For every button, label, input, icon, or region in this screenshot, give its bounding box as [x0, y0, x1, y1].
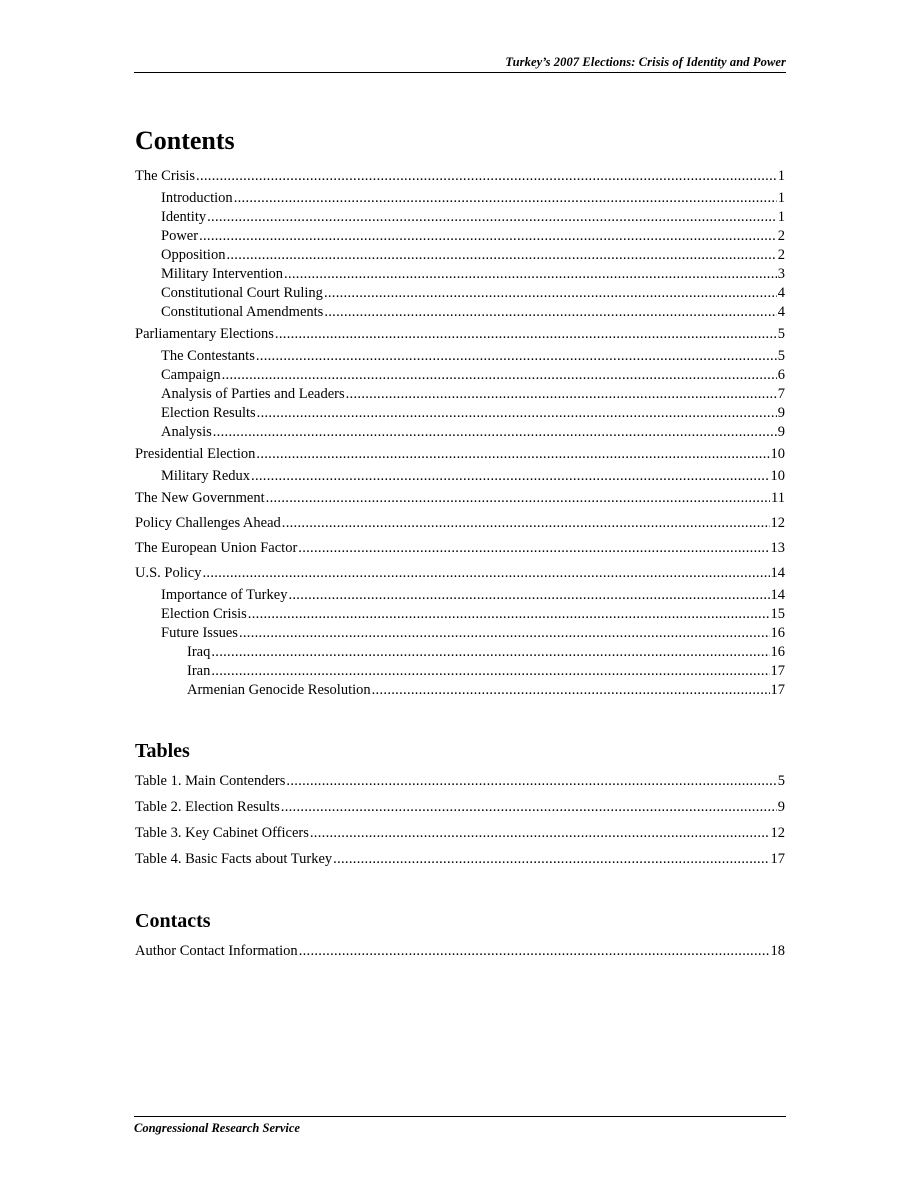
toc-entry[interactable]: Introduction ..... 1 — [135, 189, 785, 208]
toc-entry[interactable]: Analysis ..... 9 — [135, 423, 785, 442]
toc-entry[interactable]: Opposition ..... 2 — [135, 246, 785, 265]
toc-entry[interactable]: Parliamentary Elections ..... 5 — [135, 325, 785, 344]
toc-entry[interactable]: The Contestants ..... 5 — [135, 347, 785, 366]
contacts-list — [135, 942, 785, 961]
document-title: Turkey’s 2007 Elections: Crisis of Identity and Power — [505, 55, 786, 69]
toc-entry[interactable]: The New Government ..... 11 — [135, 489, 785, 508]
toc-entry[interactable]: Campaign ..... 6 — [135, 366, 785, 385]
toc-entry[interactable]: Iraq ..... 16 — [135, 643, 785, 662]
contents-heading: Contents — [135, 126, 235, 155]
toc-entry[interactable]: Power ..... 2 — [135, 227, 785, 246]
toc-entry[interactable]: Policy Challenges Ahead ..... 12 — [135, 514, 785, 533]
toc-entry[interactable]: The Crisis ..... 1 — [135, 167, 785, 186]
toc-entry[interactable]: Table 2. Election Results ..... 9 — [135, 798, 785, 817]
running-header — [134, 55, 786, 73]
toc-entry[interactable]: Constitutional Amendments ..... 4 — [135, 303, 785, 322]
toc-entry[interactable]: The European Union Factor ..... 13 — [135, 539, 785, 558]
toc-entry[interactable]: Constitutional Court Ruling ..... 4 — [135, 284, 785, 303]
toc-entry[interactable]: Author Contact Information ..... 18 — [135, 942, 785, 961]
tables-list — [135, 772, 785, 869]
toc-entry[interactable]: Table 3. Key Cabinet Officers ..... 12 — [135, 824, 785, 843]
toc-entry[interactable]: Analysis of Parties and Leaders ..... 7 — [135, 385, 785, 404]
toc-entry[interactable]: Armenian Genocide Resolution ..... 17 — [135, 681, 785, 700]
toc-entry[interactable]: Presidential Election ..... 10 — [135, 445, 785, 464]
contents-list — [135, 167, 785, 700]
running-footer — [134, 1116, 786, 1136]
contacts-heading: Contacts — [135, 910, 211, 932]
table-of-contents — [135, 126, 785, 961]
toc-entry[interactable]: Table 1. Main Contenders ..... 5 — [135, 772, 785, 791]
publisher-name: Congressional Research Service — [134, 1121, 300, 1135]
toc-entry[interactable]: Future Issues ..... 16 — [135, 624, 785, 643]
toc-entry[interactable]: Table 4. Basic Facts about Turkey ..... 17 — [135, 850, 785, 869]
toc-entry[interactable]: Military Intervention ..... 3 — [135, 265, 785, 284]
toc-entry[interactable]: Importance of Turkey ..... 14 — [135, 586, 785, 605]
tables-heading: Tables — [135, 740, 190, 762]
toc-entry[interactable]: Election Results ..... 9 — [135, 404, 785, 423]
toc-entry[interactable]: Military Redux ..... 10 — [135, 467, 785, 486]
toc-entry[interactable]: Iran ..... 17 — [135, 662, 785, 681]
toc-entry[interactable]: U.S. Policy ..... 14 — [135, 564, 785, 583]
toc-entry[interactable]: Identity ..... 1 — [135, 208, 785, 227]
toc-entry[interactable]: Election Crisis ..... 15 — [135, 605, 785, 624]
